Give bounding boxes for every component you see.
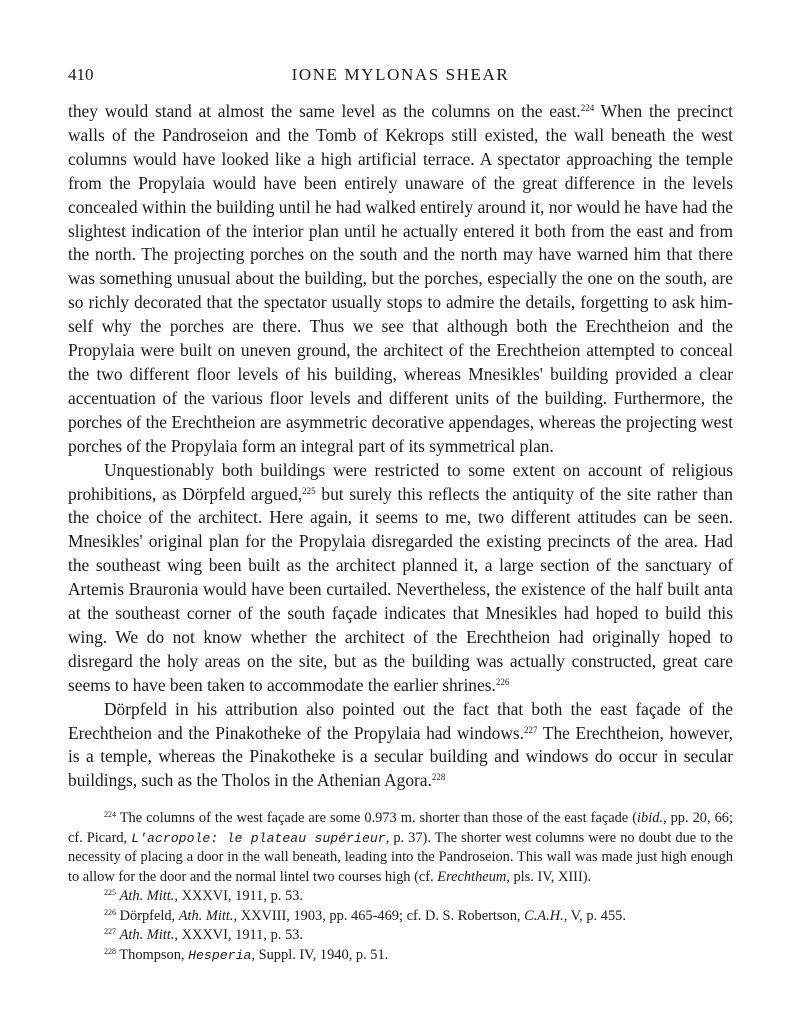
footnote-text: , XXVIII, 1903, pp. 465-469; cf. D. S. Robertson,: [233, 907, 525, 924]
paragraph-1: [68, 100, 733, 459]
footnote-number: 228: [104, 946, 116, 956]
footnote-italic: Hesperia: [188, 947, 252, 963]
footnote-text: , pls. IV, XIII).: [506, 868, 592, 885]
footnote-227: [68, 926, 733, 946]
paragraph-text: Unquestionably both buildings were restricted to some extent on account of religious prohibitions, as Dörpfeld argued,: [68, 459, 733, 504]
footnote-number: 227: [104, 927, 116, 937]
footnote-number: 226: [104, 907, 116, 917]
footnote-text: The columns of the west façade are some 0.973 m. shorter than those of the east façade (: [116, 810, 637, 827]
footnote-ref[interactable]: 224: [580, 103, 595, 113]
paragraph-3: [68, 698, 733, 794]
paragraph-text: When the precinct walls of the Pandroseion and the Tomb of Kekrops still existed, the wall beneath the west columns would have looked like a high artificial terrace. A spectator approaching the temple from the Propylaia would have been entirely unaware of the great difference in the levels concealed within the building until he had walked entirely around it, nor would he have had the slightest indication of the interior plan until he actually entered it both from the east and from the north. The projecting porches on the south and the north may have warned him that there was something unusual about the building, but the porches, especially the one on the south, are so richly decorated that the spectator usually stops to admire the details, forgetting to ask himself why the porches are there. Thus we see that although both the Erechtheion and the Propylaia were built on uneven ground, the architect of the Erechtheion attempted to conceal the two different floor levels of his building, whereas Mnesikles' building provided a clear accentuation of the various floor levels and different units of the building. Furthermore, the porches of the Erechtheion are asymmetric decorative appendages, whereas the projecting west porches of the Propylaia form an integral part of its symmetrical plan.: [68, 101, 734, 456]
paragraph-2: [68, 459, 733, 698]
footnote-italic: L'acropole: le plateau supérieur: [131, 830, 386, 846]
paragraph-text: The Erechtheion, however, is a temple, whereas the Pinakotheke is a secular building and windows do occur in secular buildings, such as the Tholos in the Athenian Agora.: [68, 722, 734, 791]
paragraph-text: but surely this reflects the antiquity of the site rather than the choice of the architect. Here again, it seems to me, two different attitudes can be seen. Mnesikles' original plan for the Propylaia disregarded the existing precincts of the area. Had the southeast wing been built as the architect planned it, a large section of the sanctuary of Artemis Brauronia would have been curtailed. Nevertheless, the existence of the half built anta at the southeast corner of the south façade indicates that Mnesikles had hoped to build this wing. We do not know whether the architect of the Erechtheion had originally hoped to disregard the holy areas on the site, but as the building was actually constructed, great care seems to have been taken to accommodate the earlier shrines.: [68, 483, 733, 695]
footnote-226: [68, 907, 733, 927]
footnote-ref[interactable]: 225: [302, 485, 316, 496]
footnote-ref[interactable]: 226: [495, 676, 510, 687]
footnote-text: , XXXVI, 1911, p. 53.: [174, 888, 303, 905]
footnote-ref[interactable]: 227: [524, 724, 538, 735]
footnote-text: , Suppl. IV, 1940, p. 51.: [251, 946, 389, 963]
footnote-italic: Ath. Mitt.: [119, 927, 175, 944]
footnote-text: Dörpfeld,: [116, 907, 179, 924]
footnote-text: , XXXVI, 1911, p. 53.: [174, 927, 303, 944]
footnote-text: , V, p. 455.: [563, 907, 626, 924]
footnote-225: [68, 887, 733, 907]
page-number: 410: [68, 65, 94, 84]
paragraph-text: they would stand at almost the same level as the columns on the east.: [68, 101, 581, 121]
footnote-italic: ibid.: [637, 810, 663, 827]
running-title: IONE MYLONAS SHEAR: [291, 65, 510, 84]
footnote-text: , pp. 20, 66; cf. Picard,: [68, 810, 733, 846]
footnote-ref[interactable]: 228: [431, 772, 446, 783]
footnote-text: Thompson,: [116, 946, 189, 963]
footnote-number: 224: [104, 810, 116, 820]
footnote-italic: Ath. Mitt.: [178, 907, 234, 924]
footnote-number: 225: [104, 888, 116, 898]
body-text: [68, 100, 733, 793]
footnote-italic: Erechtheum: [437, 868, 507, 885]
page: [68, 62, 733, 965]
footnote-italic: Ath. Mitt.: [119, 888, 175, 905]
footnote-text: , p. 37). The shorter west columns were no doubt due to the necessity of placing a door in the wall beneath, leading into the Pandroseion. This wall was made just high enough to allow for the door and the normal lintel two courses high (cf.: [68, 829, 733, 885]
footnote-224: [68, 809, 733, 887]
footnotes: [68, 809, 733, 965]
running-head: [68, 62, 733, 88]
paragraph-text: Dörpfeld in his attribution also pointed out the fact that both the east façade of the Erechtheion and the Pinakotheke of the Propylaia had windows.: [68, 698, 733, 743]
footnote-italic: C.A.H.: [524, 907, 564, 924]
footnote-228: [68, 946, 733, 966]
